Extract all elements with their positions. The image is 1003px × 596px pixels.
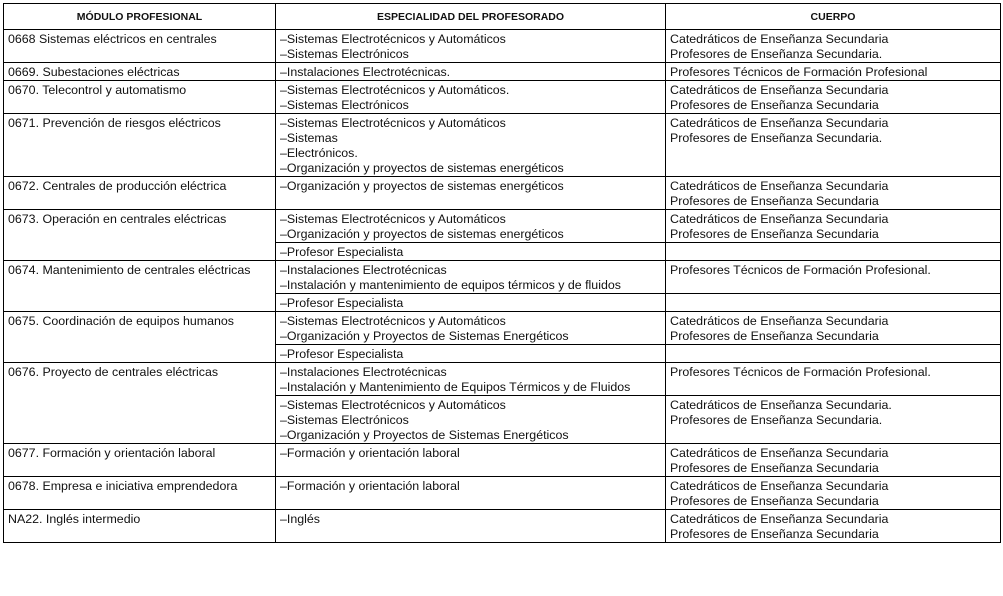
cuerpo-line: Profesores de Enseñanza Secundaria xyxy=(670,527,879,541)
modulo-cell xyxy=(4,510,276,543)
especialidad-line: –Organización y proyectos de sistemas energéticos xyxy=(280,227,564,241)
modulo-cell xyxy=(4,444,276,477)
especialidad-cell xyxy=(276,114,666,177)
cuerpo-line: Profesores de Enseñanza Secundaria xyxy=(670,461,879,475)
especialidad-line: –Sistemas Electrónicos xyxy=(280,98,409,112)
especialidad-cell xyxy=(276,177,666,210)
cuerpo-line: Catedráticos de Enseñanza Secundaria. xyxy=(670,398,892,412)
cuerpo-cell xyxy=(666,114,1001,177)
table-row xyxy=(4,510,1001,543)
cuerpo-line: Catedráticos de Enseñanza Secundaria xyxy=(670,479,889,493)
cuerpo-cell xyxy=(666,30,1001,63)
cuerpo-line: Profesores de Enseñanza Secundaria. xyxy=(670,131,883,145)
cuerpo-line: Profesores de Enseñanza Secundaria. xyxy=(670,413,883,427)
header-cuerpo: CUERPO xyxy=(666,4,1001,30)
modulo-cell xyxy=(4,477,276,510)
especialidad-line: –Instalaciones Electrotécnicas. xyxy=(280,65,451,79)
especialidad-cell xyxy=(276,510,666,543)
cuerpo-cell xyxy=(666,294,1001,312)
cuerpo-line: Catedráticos de Enseñanza Secundaria xyxy=(670,512,889,526)
especialidad-line: –Profesor Especialista xyxy=(280,296,404,310)
modulo-cell xyxy=(4,114,276,177)
modulo-label: 0669. Subestaciones eléctricas xyxy=(8,65,180,79)
especialidad-line: –Sistemas Electrotécnicos y Automáticos xyxy=(280,212,506,226)
table-row xyxy=(4,312,1001,345)
especialidad-cell xyxy=(276,312,666,345)
cuerpo-cell xyxy=(666,477,1001,510)
especialidad-cell xyxy=(276,243,666,261)
modulo-label: 0675. Coordinación de equipos humanos xyxy=(8,314,234,328)
table-row xyxy=(4,261,1001,294)
modulo-label: 0671. Prevención de riesgos eléctricos xyxy=(8,116,221,130)
especialidad-line: –Formación y orientación laboral xyxy=(280,479,460,493)
table-row xyxy=(4,210,1001,243)
especialidad-line: –Organización y proyectos de sistemas energéticos xyxy=(280,161,564,175)
especialidad-cell xyxy=(276,396,666,444)
cuerpo-line: Profesores Técnicos de Formación Profesional. xyxy=(670,263,931,277)
especialidad-cell xyxy=(276,81,666,114)
cuerpo-cell xyxy=(666,363,1001,396)
cuerpo-line: Profesores de Enseñanza Secundaria xyxy=(670,98,879,112)
cuerpo-line: Profesores Técnicos de Formación Profesional xyxy=(670,65,928,79)
especialidad-cell xyxy=(276,63,666,81)
header-modulo: MÓDULO PROFESIONAL xyxy=(4,4,276,30)
table-row xyxy=(4,30,1001,63)
table-row xyxy=(4,81,1001,114)
modulo-label: 0677. Formación y orientación laboral xyxy=(8,446,216,460)
cuerpo-cell xyxy=(666,345,1001,363)
modulo-label: 0668 Sistemas eléctricos en centrales xyxy=(8,32,217,46)
cuerpo-cell xyxy=(666,63,1001,81)
table-row xyxy=(4,114,1001,177)
especialidad-line: –Sistemas Electrotécnicos y Automáticos xyxy=(280,116,506,130)
especialidad-cell xyxy=(276,30,666,63)
cuerpo-line: Catedráticos de Enseñanza Secundaria xyxy=(670,32,889,46)
modulo-cell xyxy=(4,177,276,210)
cuerpo-cell xyxy=(666,177,1001,210)
especialidad-line: –Instalaciones Electrotécnicas xyxy=(280,263,447,277)
especialidad-line: –Formación y orientación laboral xyxy=(280,446,460,460)
table-body xyxy=(4,30,1001,543)
modulo-label: 0676. Proyecto de centrales eléctricas xyxy=(8,365,219,379)
cuerpo-cell xyxy=(666,81,1001,114)
cuerpo-line: Catedráticos de Enseñanza Secundaria xyxy=(670,212,889,226)
cuerpo-line: Catedráticos de Enseñanza Secundaria xyxy=(670,83,889,97)
especialidad-line: –Sistemas Electrónicos xyxy=(280,47,409,61)
especialidad-line: –Sistemas xyxy=(280,131,338,145)
cuerpo-cell xyxy=(666,444,1001,477)
modulo-label: NA22. Inglés intermedio xyxy=(8,512,141,526)
modulo-label: 0673. Operación en centrales eléctricas xyxy=(8,212,227,226)
cuerpo-line: Catedráticos de Enseñanza Secundaria xyxy=(670,314,889,328)
modulo-cell xyxy=(4,261,276,312)
especialidad-line: –Sistemas Electrónicos xyxy=(280,413,409,427)
table-row xyxy=(4,363,1001,396)
especialidad-cell xyxy=(276,444,666,477)
modulo-cell xyxy=(4,312,276,363)
cuerpo-line: Profesores de Enseñanza Secundaria xyxy=(670,494,879,508)
cuerpo-cell xyxy=(666,261,1001,294)
cuerpo-cell xyxy=(666,243,1001,261)
especialidad-line: –Organización y Proyectos de Sistemas Energéticos xyxy=(280,428,569,442)
especialidad-line: –Instalación y Mantenimiento de Equipos Térmicos y de Fluidos xyxy=(280,380,631,394)
especialidad-line: –Sistemas Electrotécnicos y Automáticos. xyxy=(280,83,510,97)
modulo-cell xyxy=(4,363,276,444)
especialidad-cell xyxy=(276,210,666,243)
especialidad-line: –Inglés xyxy=(280,512,320,526)
table-row xyxy=(4,444,1001,477)
especialidad-line: –Instalaciones Electrotécnicas xyxy=(280,365,447,379)
assignment-table xyxy=(3,3,1001,543)
especialidad-cell xyxy=(276,477,666,510)
cuerpo-line: Catedráticos de Enseñanza Secundaria xyxy=(670,179,889,193)
modulo-label: 0672. Centrales de producción eléctrica xyxy=(8,179,227,193)
cuerpo-line: Catedráticos de Enseñanza Secundaria xyxy=(670,116,889,130)
table-row xyxy=(4,477,1001,510)
modulo-cell xyxy=(4,63,276,81)
modulo-cell xyxy=(4,210,276,261)
especialidad-line: –Profesor Especialista xyxy=(280,245,404,259)
modulo-label: 0678. Empresa e iniciativa emprendedora xyxy=(8,479,238,493)
especialidad-cell xyxy=(276,294,666,312)
cuerpo-line: Profesores de Enseñanza Secundaria. xyxy=(670,47,883,61)
especialidad-line: –Sistemas Electrotécnicos y Automáticos xyxy=(280,314,506,328)
cuerpo-line: Profesores de Enseñanza Secundaria xyxy=(670,227,879,241)
modulo-cell xyxy=(4,30,276,63)
especialidad-cell xyxy=(276,363,666,396)
especialidad-line: –Instalación y mantenimiento de equipos térmicos y de fluidos xyxy=(280,278,621,292)
modulo-label: 0670. Telecontrol y automatismo xyxy=(8,83,187,97)
especialidad-cell xyxy=(276,345,666,363)
cuerpo-line: Profesores de Enseñanza Secundaria xyxy=(670,329,879,343)
cuerpo-cell xyxy=(666,396,1001,444)
cuerpo-cell xyxy=(666,510,1001,543)
table-row xyxy=(4,63,1001,81)
table-row xyxy=(4,177,1001,210)
especialidad-line: –Electrónicos. xyxy=(280,146,358,160)
especialidad-line: –Sistemas Electrotécnicos y Automáticos xyxy=(280,398,506,412)
especialidad-line: –Sistemas Electrotécnicos y Automáticos xyxy=(280,32,506,46)
especialidad-cell xyxy=(276,261,666,294)
modulo-cell xyxy=(4,81,276,114)
especialidad-line: –Profesor Especialista xyxy=(280,347,404,361)
modulo-label: 0674. Mantenimiento de centrales eléctricas xyxy=(8,263,251,277)
cuerpo-line: Profesores Técnicos de Formación Profesional. xyxy=(670,365,931,379)
cuerpo-cell xyxy=(666,312,1001,345)
header-especialidad: ESPECIALIDAD DEL PROFESORADO xyxy=(276,4,666,30)
especialidad-line: –Organización y Proyectos de Sistemas Energéticos xyxy=(280,329,569,343)
header-row xyxy=(4,4,1001,30)
cuerpo-line: Catedráticos de Enseñanza Secundaria xyxy=(670,446,889,460)
cuerpo-line: Profesores de Enseñanza Secundaria xyxy=(670,194,879,208)
especialidad-line: –Organización y proyectos de sistemas energéticos xyxy=(280,179,564,193)
cuerpo-cell xyxy=(666,210,1001,243)
